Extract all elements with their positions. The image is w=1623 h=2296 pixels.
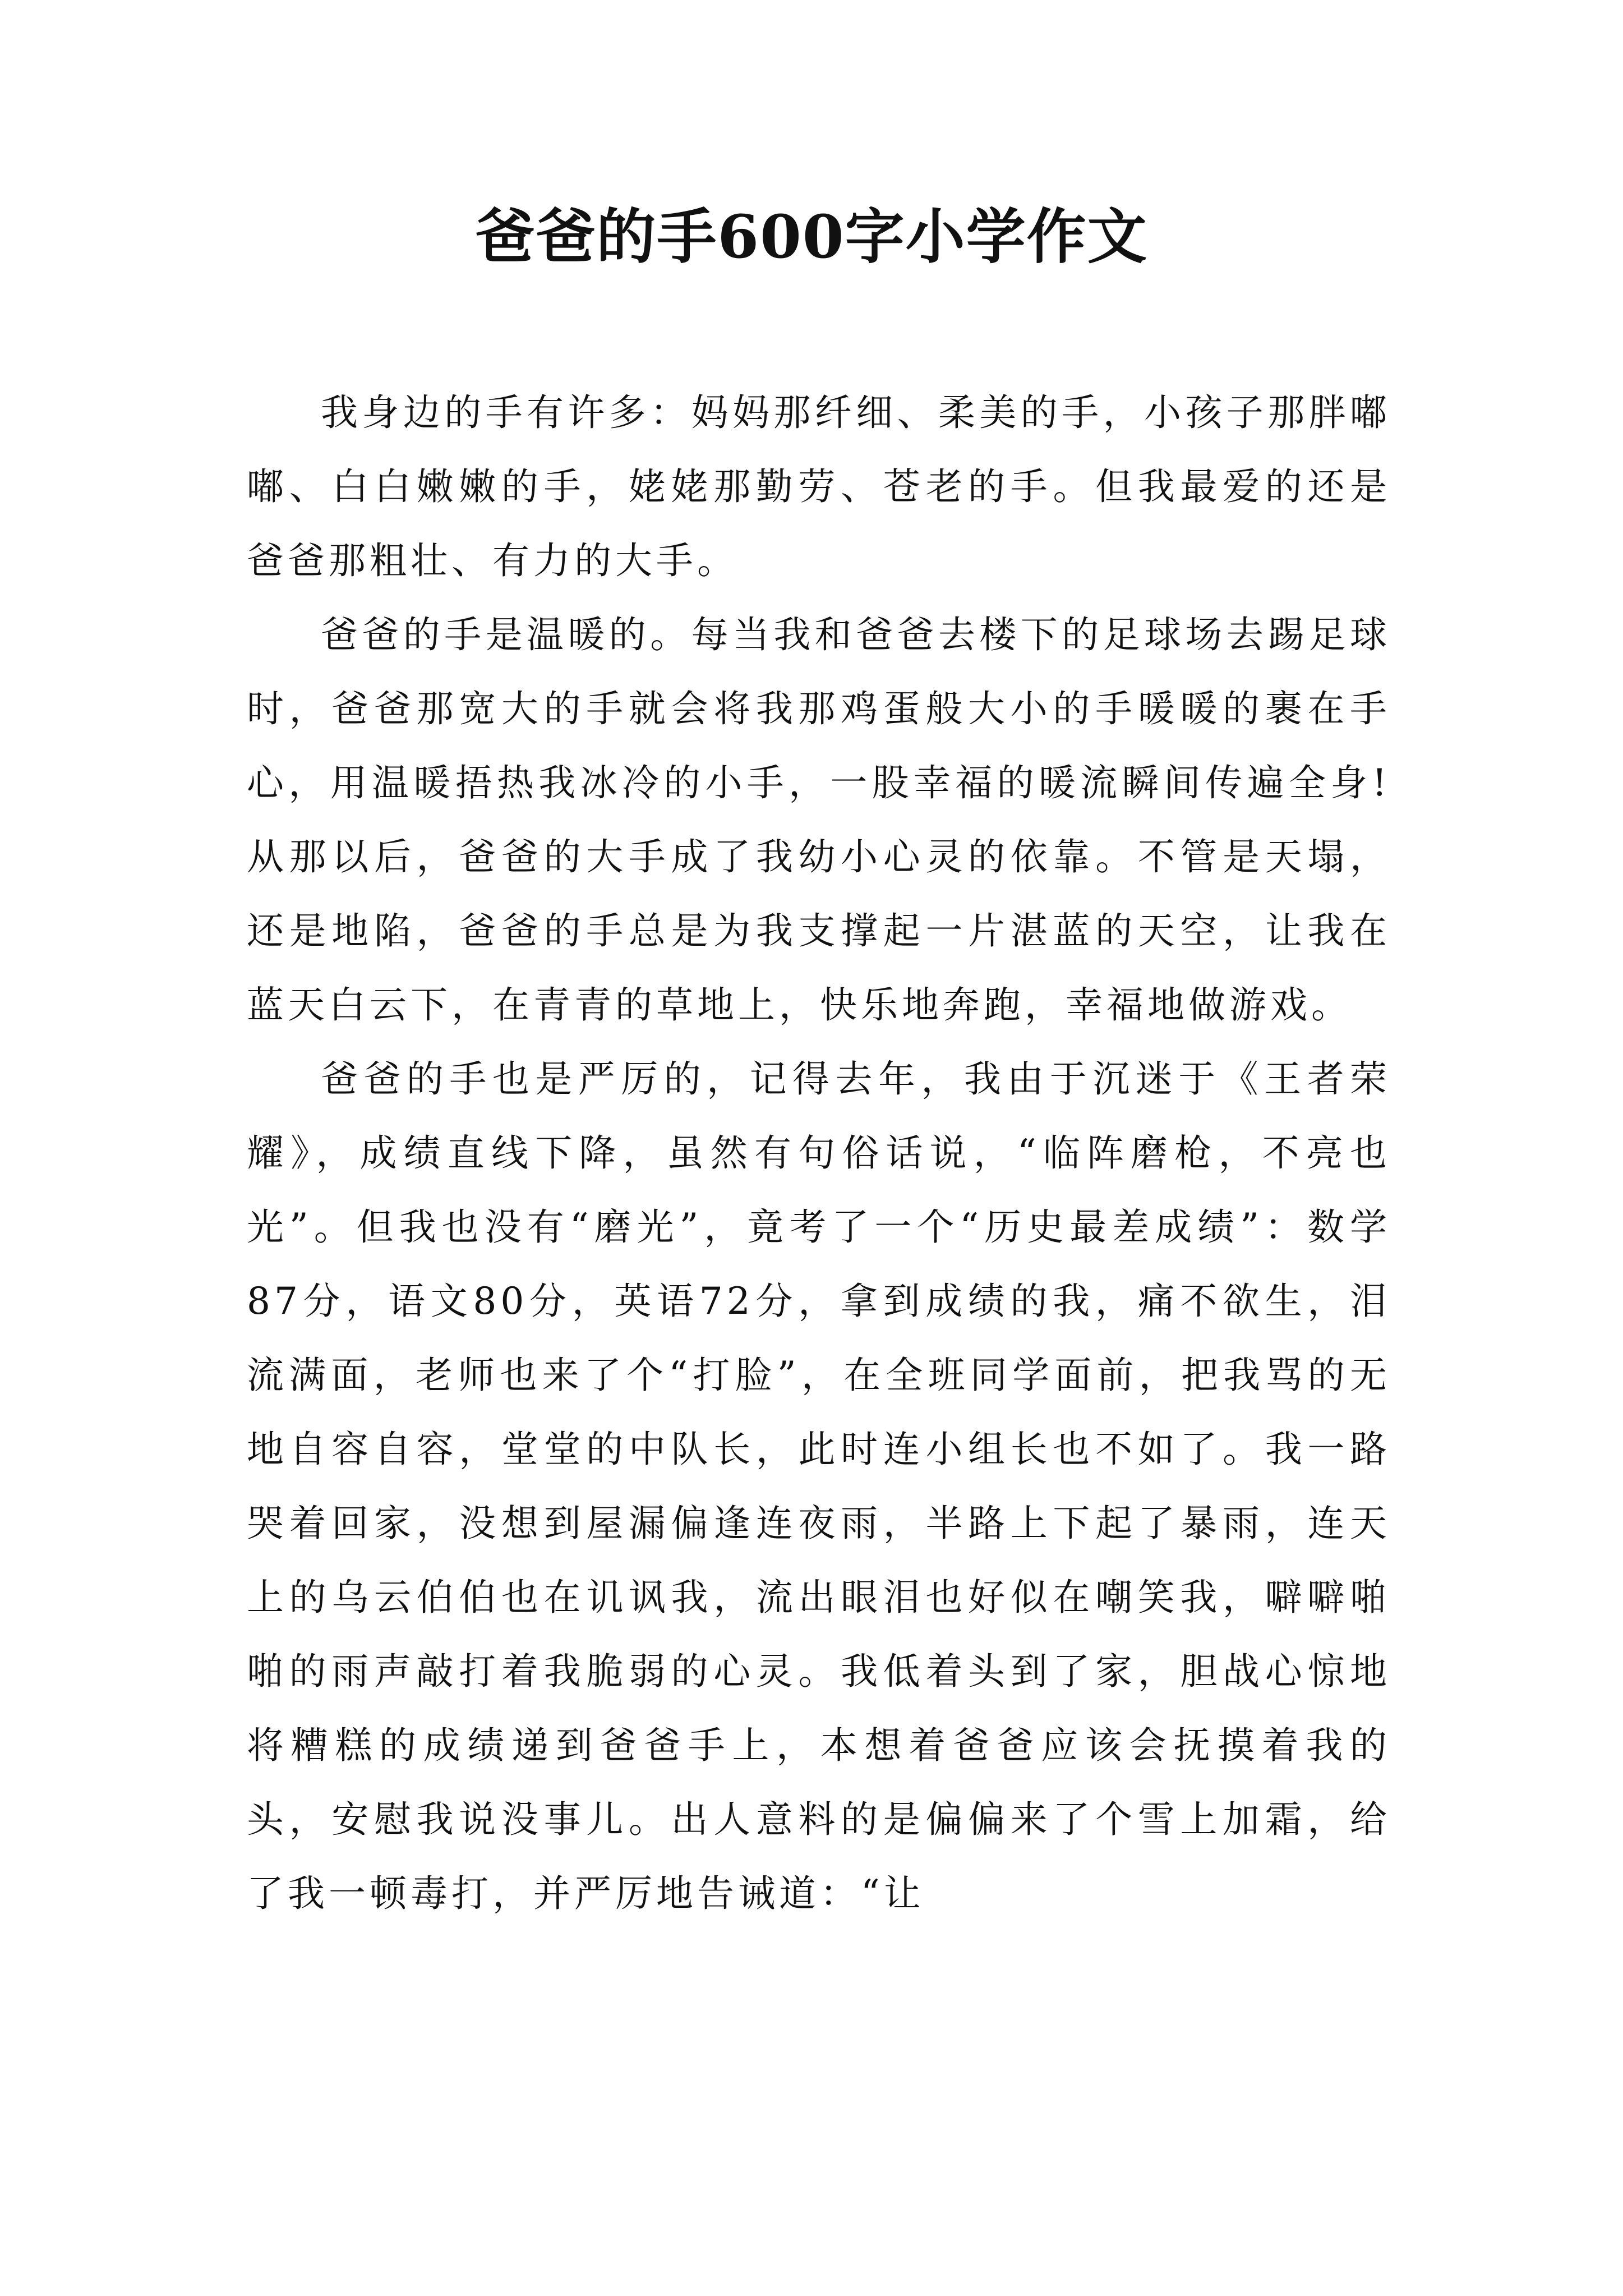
paragraph-3: 爸爸的手也是严厉的，记得去年，我由于沉迷于《王者荣耀》，成绩直线下降，虽然有句俗话说，“临阵磨枪，不亮也光”。但我也没有“磨光”，竟考了一个“历史最差成绩”：数学87分，语文80分，英语72分，拿到成绩的我，痛不欲生，泪流满面，老师也来了个“打脸”，在全班同学面前，把我骂的无地自容自容，堂堂的中队长，此时连小组长也不如了。我一路哭着回家，没想到屋漏偏逢连夜雨，半路上下起了暴雨，连天上的乌云伯伯也在讥讽我，流出眼泪也好似在嘲笑我，噼噼啪啪的雨声敲打着我脆弱的心灵。我低着头到了家，胆战心惊地将糟糕的成绩递到爸爸手上，本想着爸爸应该会抚摸着我的头，安慰我说没事儿。出人意料的是偏偏来了个雪上加霜，给了我一顿毒打，并严厉地告诫道：“让 bbox=[247, 1057, 1391, 1915]
paragraph-1: 我身边的手有许多：妈妈那纤细、柔美的手，小孩子那胖嘟嘟、白白嫩嫩的手，姥姥那勤劳、苍老的手。但我最爱的还是爸爸那粗壮、有力的大手。 bbox=[247, 391, 1391, 582]
paragraph-2: 爸爸的手是温暖的。每当我和爸爸去楼下的足球场去踢足球时，爸爸那宽大的手就会将我那鸡蛋般大小的手暖暖的裹在手心，用温暖捂热我冰冷的小手，一股幸福的暖流瞬间传遍全身!从那以后，爸爸的大手成了我幼小心灵的依靠。不管是天塌，还是地陷，爸爸的手总是为我支撑起一片湛蓝的天空，让我在蓝天白云下，在青青的草地上，快乐地奔跑，幸福地做游戏。 bbox=[247, 613, 1391, 1027]
document-title: 爸爸的手600字小学作文 bbox=[475, 201, 1148, 272]
document-body bbox=[247, 376, 1391, 1931]
